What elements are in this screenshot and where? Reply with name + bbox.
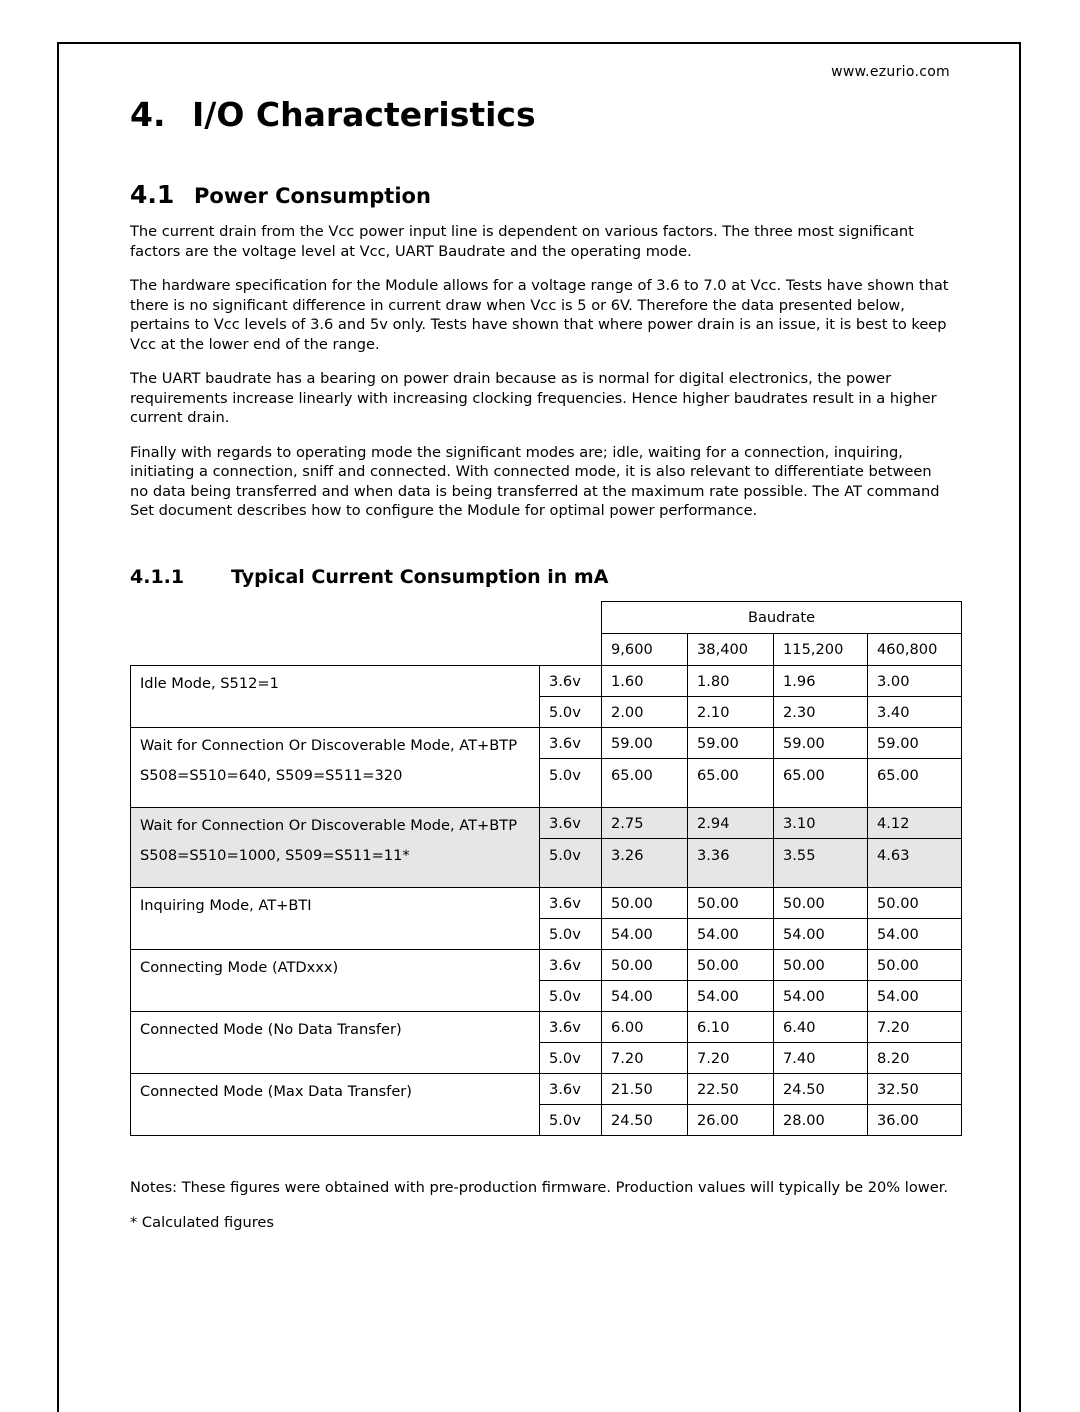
current-value-cell: 24.50 — [602, 1105, 688, 1136]
table-spacer — [131, 602, 602, 634]
current-value-cell: 50.00 — [602, 888, 688, 919]
voltage-cell: 3.6v — [540, 1012, 602, 1043]
paragraph: The UART baudrate has a bearing on power drain because as is normal for digital electronics, the power requirements increase linearly with increasing clocking frequencies. Hence higher baudrates result in a higher current drain. — [130, 370, 937, 426]
current-value-cell: 3.36 — [688, 839, 774, 888]
current-value-cell: 4.63 — [868, 839, 962, 888]
current-value-cell: 2.00 — [602, 697, 688, 728]
voltage-cell: 3.6v — [540, 1074, 602, 1105]
current-value-cell: 50.00 — [602, 950, 688, 981]
current-value-cell: 6.10 — [688, 1012, 774, 1043]
table-row — [131, 728, 962, 759]
mode-label: S508=S510=640, S509=S511=320 — [140, 767, 403, 784]
chapter-number: 4. — [130, 95, 166, 134]
mode-label: Connecting Mode (ATDxxx) — [140, 959, 339, 976]
current-value-cell: 50.00 — [688, 950, 774, 981]
section-heading — [130, 180, 431, 209]
table-row — [131, 1074, 962, 1105]
current-value-cell: 2.30 — [774, 697, 868, 728]
current-value-cell: 54.00 — [688, 981, 774, 1012]
current-value-cell: 7.20 — [602, 1043, 688, 1074]
voltage-cell: 5.0v — [540, 839, 602, 888]
current-value-cell: 22.50 — [688, 1074, 774, 1105]
mode-label: Connected Mode (No Data Transfer) — [140, 1021, 402, 1038]
table-row — [131, 1012, 962, 1043]
mode-cell — [131, 888, 540, 950]
paragraph: The current drain from the Vcc power input line is dependent on various factors. The three most significant factors are the voltage level at Vcc, UART Baudrate and the operating mode. — [130, 223, 914, 260]
current-value-cell: 54.00 — [774, 919, 868, 950]
current-value-cell: 1.96 — [774, 666, 868, 697]
section-number: 4.1 — [130, 180, 175, 209]
current-value-cell: 65.00 — [774, 759, 868, 808]
mode-cell — [131, 728, 540, 808]
header-url: www.ezurio.com — [831, 64, 950, 80]
current-value-cell: 3.40 — [868, 697, 962, 728]
subsection-number: 4.1.1 — [130, 566, 185, 588]
mode-label: Idle Mode, S512=1 — [140, 675, 279, 692]
table-row — [131, 888, 962, 919]
baudrate-header: Baudrate — [602, 602, 962, 634]
voltage-cell: 3.6v — [540, 950, 602, 981]
voltage-cell: 3.6v — [540, 728, 602, 759]
mode-cell — [131, 666, 540, 728]
mode-label: Wait for Connection Or Discoverable Mode, AT+BTP — [140, 817, 517, 834]
subsection-heading — [130, 566, 608, 588]
current-value-cell: 36.00 — [868, 1105, 962, 1136]
baudrate-115200: 115,200 — [774, 634, 868, 666]
current-value-cell: 3.26 — [602, 839, 688, 888]
mode-label: Connected Mode (Max Data Transfer) — [140, 1083, 412, 1100]
current-value-cell: 7.20 — [868, 1012, 962, 1043]
paragraph: Finally with regards to operating mode the significant modes are; idle, waiting for a connection, inquiring, initiating a connection, sniff and connected. With connected mode, it is also relevant to differentiate between no data being transferred and when data is being transferred at the maximum rate possible. The AT command Set document describes how to configure the Module for optimal power performance. — [130, 443, 940, 519]
chapter-title: I/O Characteristics — [192, 95, 536, 134]
current-value-cell: 7.40 — [774, 1043, 868, 1074]
current-value-cell: 54.00 — [774, 981, 868, 1012]
notes-text: Notes: These figures were obtained with pre-production firmware. Production values will typically be 20% lower. — [130, 1179, 948, 1196]
current-value-cell: 3.55 — [774, 839, 868, 888]
current-value-cell: 26.00 — [688, 1105, 774, 1136]
current-value-cell: 59.00 — [688, 728, 774, 759]
voltage-cell: 3.6v — [540, 666, 602, 697]
current-value-cell: 54.00 — [688, 919, 774, 950]
current-value-cell: 7.20 — [688, 1043, 774, 1074]
current-value-cell: 4.12 — [868, 808, 962, 839]
voltage-cell: 5.0v — [540, 1043, 602, 1074]
current-value-cell: 3.00 — [868, 666, 962, 697]
voltage-cell: 5.0v — [540, 981, 602, 1012]
footnote-calculated: * Calculated figures — [130, 1213, 274, 1231]
section-title: Power Consumption — [194, 184, 431, 208]
mode-label: S508=S510=1000, S509=S511=11* — [140, 847, 410, 864]
mode-cell — [131, 808, 540, 888]
current-consumption-table — [130, 601, 962, 1136]
current-value-cell: 24.50 — [774, 1074, 868, 1105]
baudrate-9600: 9,600 — [602, 634, 688, 666]
current-value-cell: 59.00 — [868, 728, 962, 759]
current-value-cell: 50.00 — [688, 888, 774, 919]
current-value-cell: 50.00 — [868, 950, 962, 981]
mode-label: Inquiring Mode, AT+BTI — [140, 897, 312, 914]
current-value-cell: 6.40 — [774, 1012, 868, 1043]
current-value-cell: 3.10 — [774, 808, 868, 839]
paragraph: The hardware specification for the Module allows for a voltage range of 3.6 to 7.0 at Vcc. Tests have shown that there is no significant difference in current draw when Vcc is 5 or 6V. Therefore the data presented below, pertains to Vcc levels of 3.6 and 5v only. Tests have shown that where power drain is an issue, it is best to keep Vcc at the lower end of the range. — [130, 277, 949, 353]
voltage-cell: 5.0v — [540, 697, 602, 728]
current-value-cell: 8.20 — [868, 1043, 962, 1074]
table-row — [131, 950, 962, 981]
voltage-cell: 5.0v — [540, 1105, 602, 1136]
current-value-cell: 6.00 — [602, 1012, 688, 1043]
body-paragraphs — [130, 222, 950, 536]
mode-cell — [131, 1012, 540, 1074]
table-spacer — [131, 634, 602, 666]
current-value-cell: 54.00 — [602, 981, 688, 1012]
current-value-cell: 50.00 — [774, 950, 868, 981]
baudrate-38400: 38,400 — [688, 634, 774, 666]
mode-cell — [131, 950, 540, 1012]
current-value-cell: 2.75 — [602, 808, 688, 839]
notes — [130, 1178, 960, 1247]
current-value-cell: 32.50 — [868, 1074, 962, 1105]
current-value-cell: 1.60 — [602, 666, 688, 697]
table-row — [131, 808, 962, 839]
mode-label: Wait for Connection Or Discoverable Mode, AT+BTP — [140, 737, 517, 754]
current-value-cell: 54.00 — [868, 919, 962, 950]
current-value-cell: 59.00 — [602, 728, 688, 759]
current-value-cell: 65.00 — [868, 759, 962, 808]
current-value-cell: 28.00 — [774, 1105, 868, 1136]
table-row — [131, 666, 962, 697]
current-value-cell: 50.00 — [774, 888, 868, 919]
chapter-heading — [130, 95, 536, 134]
current-value-cell: 50.00 — [868, 888, 962, 919]
current-value-cell: 2.94 — [688, 808, 774, 839]
voltage-cell: 3.6v — [540, 808, 602, 839]
current-value-cell: 54.00 — [602, 919, 688, 950]
current-value-cell: 21.50 — [602, 1074, 688, 1105]
voltage-cell: 5.0v — [540, 919, 602, 950]
current-value-cell: 2.10 — [688, 697, 774, 728]
voltage-cell: 5.0v — [540, 759, 602, 808]
current-value-cell: 59.00 — [774, 728, 868, 759]
current-value-cell: 1.80 — [688, 666, 774, 697]
voltage-cell: 3.6v — [540, 888, 602, 919]
current-value-cell: 65.00 — [602, 759, 688, 808]
current-value-cell: 54.00 — [868, 981, 962, 1012]
baudrate-460800: 460,800 — [868, 634, 962, 666]
subsection-title: Typical Current Consumption in mA — [231, 566, 609, 588]
current-value-cell: 65.00 — [688, 759, 774, 808]
mode-cell — [131, 1074, 540, 1136]
